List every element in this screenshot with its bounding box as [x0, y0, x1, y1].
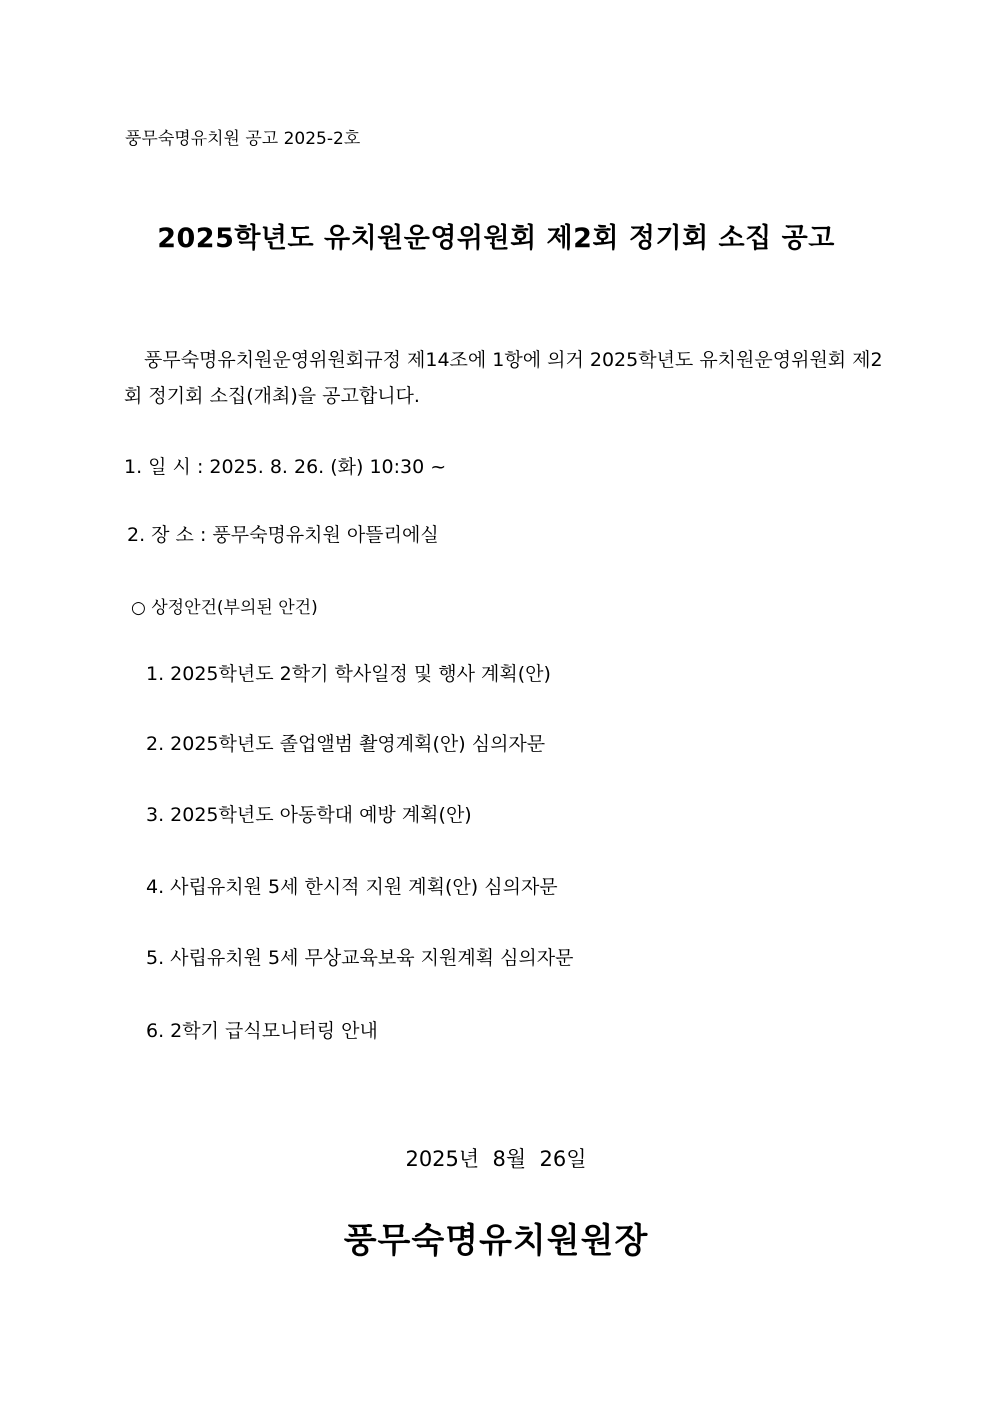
body-paragraph: 풍무숙명유치원운영위원회규정 제14조에 1항에 의거 2025학년도 유치원운영위원회 제2회 정기회 소집(개최)을 공고합니다. [124, 349, 883, 407]
notice-number: 풍무숙명유치원 공고 2025-2호 [125, 129, 361, 149]
agenda-item: 2. 2025학년도 졸업앨범 촬영계획(안) 심의자문 [146, 733, 546, 755]
signer-name: 풍무숙명유치원원장 [343, 1221, 649, 1261]
agenda-item: 1. 2025학년도 2학기 학사일정 및 행사 계획(안) [146, 663, 551, 685]
agenda-item: 5. 사립유치원 5세 무상교육보육 지원계획 심의자문 [146, 947, 574, 969]
meeting-datetime: 1. 일 시 : 2025. 8. 26. (화) 10:30 ~ [124, 456, 447, 478]
notice-date: 2025년 8월 26일 [405, 1147, 587, 1171]
agenda-heading: ○ 상정안건(부의된 안건) [131, 598, 318, 618]
document-title: 2025학년도 유치원운영위원회 제2회 정기회 소집 공고 [157, 223, 835, 254]
agenda-item: 4. 사립유치원 5세 한시적 지원 계획(안) 심의자문 [146, 876, 558, 898]
meeting-location: 2. 장 소 : 풍무숙명유치원 아뜰리에실 [127, 524, 439, 546]
agenda-item: 6. 2학기 급식모니터링 안내 [146, 1020, 378, 1042]
agenda-item: 3. 2025학년도 아동학대 예방 계획(안) [146, 804, 472, 826]
